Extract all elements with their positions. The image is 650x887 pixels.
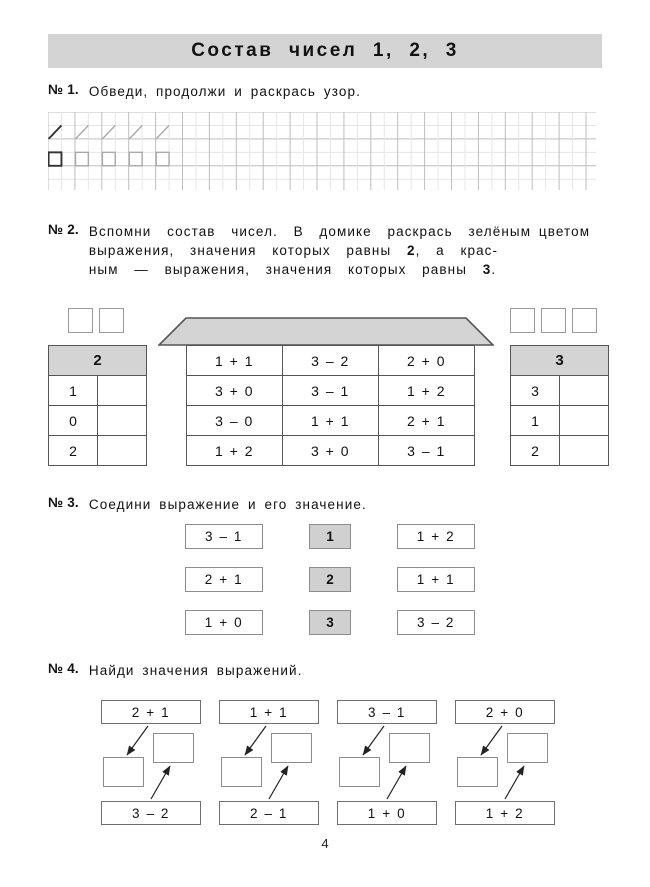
arrow-down-left bbox=[245, 726, 266, 755]
t4-arrow-pair bbox=[337, 700, 437, 825]
match-right-expression[interactable]: 1 + 2 bbox=[397, 524, 475, 549]
match-value[interactable]: 3 bbox=[309, 610, 351, 635]
match-right-expression[interactable]: 1 + 1 bbox=[397, 567, 475, 592]
left-table-header: 2 bbox=[49, 346, 147, 376]
left-table-cell-blank[interactable] bbox=[98, 436, 147, 466]
arrow-up-right bbox=[269, 766, 288, 799]
empty-box[interactable] bbox=[68, 308, 93, 333]
right-table-boxes-above[interactable] bbox=[510, 308, 597, 333]
table-row[interactable] bbox=[511, 376, 609, 406]
right-table-cell-value: 1 bbox=[511, 406, 560, 436]
table-header-row bbox=[511, 346, 609, 376]
match-left-expression[interactable]: 2 + 1 bbox=[185, 567, 263, 592]
t4-arrow-pair bbox=[219, 700, 319, 825]
left-table-cell-value: 2 bbox=[49, 436, 98, 466]
match-value[interactable]: 2 bbox=[309, 567, 351, 592]
match-left-expression[interactable]: 3 – 1 bbox=[185, 524, 263, 549]
left-table-cell-value: 1 bbox=[49, 376, 98, 406]
task-1-text: Обведи, продолжи и раскрась узор. bbox=[88, 84, 361, 99]
empty-box[interactable] bbox=[99, 308, 124, 333]
task-2-number: № 2. bbox=[48, 222, 79, 237]
task-4-heading bbox=[48, 661, 602, 680]
arrow-up-right bbox=[505, 766, 524, 799]
table-row[interactable] bbox=[511, 406, 609, 436]
value-three: 3 bbox=[482, 262, 492, 277]
house-cell[interactable]: 1 + 1 bbox=[283, 406, 379, 436]
house-cell[interactable]: 2 + 1 bbox=[379, 406, 475, 436]
arrow-up-right bbox=[387, 766, 406, 799]
table-row[interactable] bbox=[49, 436, 147, 466]
task-4-group[interactable] bbox=[219, 700, 319, 825]
task-3-matching-area[interactable] bbox=[185, 524, 475, 636]
task-1-number: № 1. bbox=[48, 82, 79, 97]
t4-bottom-expression[interactable]: 3 – 2 bbox=[101, 801, 201, 825]
table-row[interactable] bbox=[187, 406, 475, 436]
table-row[interactable] bbox=[511, 436, 609, 466]
right-table-cell-blank[interactable] bbox=[560, 406, 609, 436]
arrow-down-left bbox=[127, 726, 148, 755]
match-left-expression[interactable]: 1 + 0 bbox=[185, 610, 263, 635]
task-3-text: Соедини выражение и его значение. bbox=[88, 497, 367, 512]
house-cell[interactable]: 3 + 0 bbox=[283, 436, 379, 466]
task-1-grid-area[interactable] bbox=[48, 112, 596, 190]
house-roof-icon bbox=[158, 317, 494, 346]
t4-top-expression[interactable]: 2 + 0 bbox=[455, 700, 555, 724]
house-cell[interactable]: 1 + 2 bbox=[187, 436, 283, 466]
t4-arrow-pair bbox=[101, 700, 201, 825]
t4-top-expression[interactable]: 1 + 1 bbox=[219, 700, 319, 724]
match-row[interactable] bbox=[185, 610, 475, 635]
task-3-number: № 3. bbox=[48, 495, 79, 510]
right-table-cell-value: 3 bbox=[511, 376, 560, 406]
task-2-text: Вспомни состав чисел. В домике раскрась зелёным цветом выражения, значения которых равны 2, а крас- ным — выражения, значения которых равны 3. bbox=[88, 224, 599, 277]
arrow-up-right bbox=[151, 766, 170, 799]
left-table-cell-blank[interactable] bbox=[98, 376, 147, 406]
right-table-header: 3 bbox=[511, 346, 609, 376]
arrow-down-left bbox=[363, 726, 384, 755]
table-row[interactable] bbox=[187, 346, 475, 376]
house-cell[interactable]: 3 + 0 bbox=[187, 376, 283, 406]
house-cell[interactable]: 3 – 0 bbox=[187, 406, 283, 436]
empty-box[interactable] bbox=[572, 308, 597, 333]
t4-bottom-expression[interactable]: 1 + 2 bbox=[455, 801, 555, 825]
value-two: 2 bbox=[406, 243, 416, 258]
left-number-table[interactable] bbox=[48, 345, 147, 466]
t4-arrow-pair bbox=[455, 700, 555, 825]
right-table-cell-blank[interactable] bbox=[560, 376, 609, 406]
page-title-bar bbox=[48, 34, 602, 68]
task-4-area[interactable] bbox=[48, 700, 602, 825]
left-table-boxes-above[interactable] bbox=[68, 308, 124, 333]
t4-top-expression[interactable]: 3 – 1 bbox=[337, 700, 437, 724]
house-cell[interactable]: 3 – 1 bbox=[379, 436, 475, 466]
task-4-number: № 4. bbox=[48, 661, 79, 676]
page-number: 4 bbox=[321, 836, 329, 851]
house-cell[interactable]: 1 + 1 bbox=[187, 346, 283, 376]
table-row[interactable] bbox=[49, 376, 147, 406]
empty-box[interactable] bbox=[541, 308, 566, 333]
t4-bottom-expression[interactable]: 1 + 0 bbox=[337, 801, 437, 825]
table-header-row bbox=[49, 346, 147, 376]
task-1-heading bbox=[48, 82, 602, 101]
house-cell[interactable]: 3 – 2 bbox=[283, 346, 379, 376]
house-cell[interactable]: 3 – 1 bbox=[283, 376, 379, 406]
task-3-heading bbox=[48, 495, 602, 514]
t4-top-expression[interactable]: 2 + 1 bbox=[101, 700, 201, 724]
table-row[interactable] bbox=[49, 406, 147, 436]
right-table-cell-value: 2 bbox=[511, 436, 560, 466]
left-table-cell-blank[interactable] bbox=[98, 406, 147, 436]
left-table-cell-value: 0 bbox=[49, 406, 98, 436]
right-table-cell-blank[interactable] bbox=[560, 436, 609, 466]
match-row[interactable] bbox=[185, 524, 475, 549]
task-4-group[interactable] bbox=[337, 700, 437, 825]
match-row[interactable] bbox=[185, 567, 475, 592]
arrow-down-left bbox=[481, 726, 502, 755]
table-row[interactable] bbox=[187, 436, 475, 466]
task-4-group[interactable] bbox=[455, 700, 555, 825]
right-number-table[interactable] bbox=[510, 345, 609, 466]
page-title: Состав чисел 1, 2, 3 bbox=[191, 40, 459, 61]
pattern-shapes bbox=[48, 112, 596, 190]
task-2-heading bbox=[48, 222, 602, 279]
task-4-text: Найди значения выражений. bbox=[88, 663, 303, 678]
task-4-group[interactable] bbox=[101, 700, 201, 825]
house-expressions-table[interactable] bbox=[186, 345, 475, 466]
t4-bottom-expression[interactable]: 2 – 1 bbox=[219, 801, 319, 825]
match-right-expression[interactable]: 3 – 2 bbox=[397, 610, 475, 635]
house-cell[interactable]: 2 + 0 bbox=[379, 346, 475, 376]
empty-box[interactable] bbox=[510, 308, 535, 333]
house-cell[interactable]: 1 + 2 bbox=[379, 376, 475, 406]
table-row[interactable] bbox=[187, 376, 475, 406]
match-value[interactable]: 1 bbox=[309, 524, 351, 549]
